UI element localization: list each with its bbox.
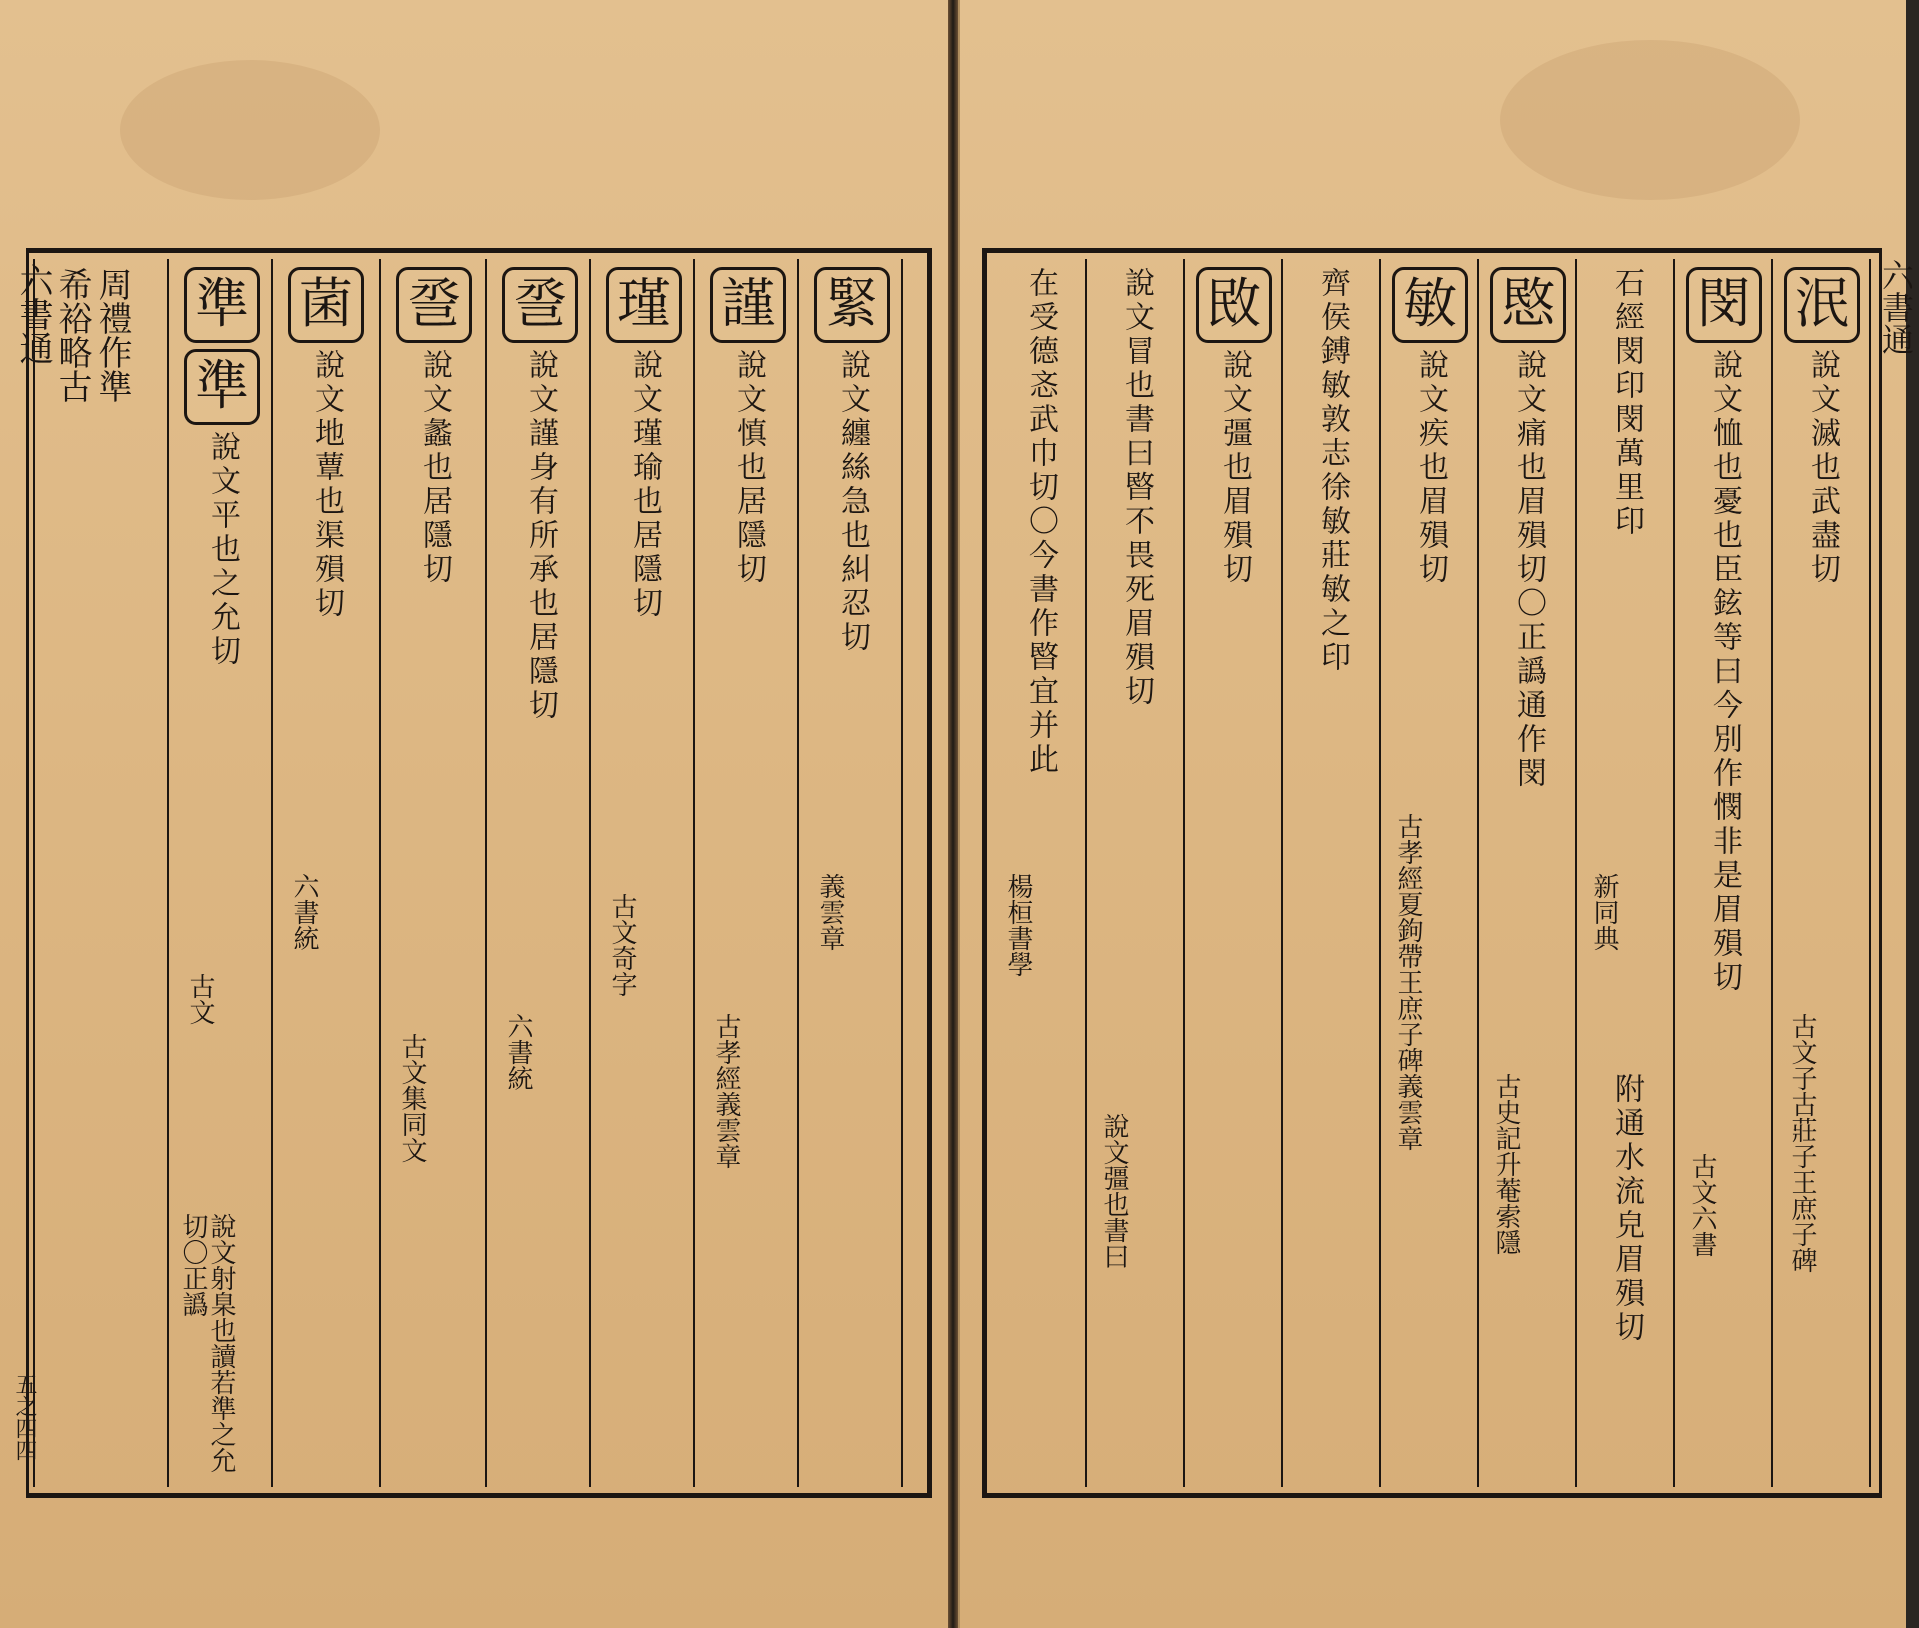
source-note: 六書統 [289, 873, 319, 951]
source-note: 古文奇字 [607, 893, 637, 997]
margin-title: 六書通 [13, 263, 53, 365]
source-note: 六書統 [503, 1013, 533, 1091]
entry-column [1381, 267, 1479, 587]
source-note: 古孝經義雲章 [711, 1013, 741, 1169]
entry-text: 說文地蕈也渠殞切 [309, 349, 344, 621]
entry-text: 說文謹身有所承也居隱切 [523, 349, 558, 723]
entry-text: 齊侯鎛敏敦志徐敏莊敏之印 [1315, 267, 1350, 675]
source-note: 古文子古莊子王庶子碑 [1787, 1013, 1817, 1273]
headword: 準 [184, 349, 260, 425]
source-note: 古文集同文 [397, 1033, 427, 1163]
entry-column [803, 267, 901, 655]
entry-text: 說文瑾瑜也居隱切 [627, 349, 662, 621]
column-rule [167, 259, 169, 1487]
margin-folio: 五之四四 [12, 1373, 37, 1461]
paper-stain [120, 60, 380, 200]
note-column: 希裕略古 [52, 267, 92, 403]
source-note: 新同典 [1589, 873, 1619, 951]
headword: 敃 [1196, 267, 1272, 343]
entry-column [1773, 267, 1871, 587]
entry-column [1577, 1073, 1675, 1345]
column-rule [589, 259, 591, 1487]
book-gutter [948, 0, 958, 1628]
column-rule [901, 259, 903, 1487]
entry-column [173, 267, 271, 669]
entry-text: 說文慎也居隱切 [731, 349, 766, 587]
entry-text: 在受德忞武巾切〇今書作暋宜并此 [1023, 267, 1058, 777]
source-note: 古文 [185, 973, 215, 1025]
entry-column [991, 267, 1089, 777]
entry-text: 說文疾也眉殞切 [1413, 349, 1448, 587]
entry-column [1185, 267, 1283, 587]
headword: 菌 [288, 267, 364, 343]
source-note: 古史記升菴索隱 [1491, 1073, 1521, 1255]
entry-text: 說文痛也眉殞切〇正譌通作閔 [1511, 349, 1546, 791]
source-note: 義雲章 [815, 873, 845, 951]
left-frame [12, 248, 932, 1498]
column-rule [797, 259, 799, 1487]
headword: 敏 [1392, 267, 1468, 343]
margin-rule [33, 259, 35, 1487]
source-note: 說文彊也書曰 [1099, 1113, 1129, 1269]
column-rule [271, 259, 273, 1487]
entry-column [1283, 267, 1381, 675]
entry-text: 說文恤也憂也臣鉉等曰今別作憫非是眉殞切 [1707, 349, 1742, 995]
entry-text: 說文彊也眉殞切 [1217, 349, 1252, 587]
entry-text: 說文纏絲急也糾忍切 [835, 349, 870, 655]
entry-text: 石經閔印閔萬里印 [1609, 267, 1644, 539]
headword: 巹 [502, 267, 578, 343]
entry-column [1577, 267, 1675, 539]
entry-column [1087, 267, 1185, 709]
headword: 巹 [396, 267, 472, 343]
column-rule [379, 259, 381, 1487]
paper-stain [1500, 40, 1800, 200]
column-rule [485, 259, 487, 1487]
right-page [958, 0, 1915, 1628]
entry-column [1479, 267, 1577, 791]
right-frame [982, 248, 1915, 1498]
entry-column [277, 267, 375, 621]
entry-text: 說文平也之允切 [205, 431, 240, 669]
headword: 謹 [710, 267, 786, 343]
entry-text: 說文射臬也讀若準之允切〇正譌 [178, 1213, 236, 1473]
source-note: 古孝經夏鉤帶王庶子碑義雲章 [1393, 813, 1423, 1151]
note-column: 周禮作準 [92, 267, 132, 403]
headword: 泯 [1784, 267, 1860, 343]
source-note: 楊桓書學 [1003, 873, 1033, 977]
margin-title: 六書通 [1877, 259, 1915, 355]
entry-column [385, 267, 483, 587]
headword: 準 [184, 267, 260, 343]
headword: 瑾 [606, 267, 682, 343]
entry-text: 說文滅也武盡切 [1805, 349, 1840, 587]
column-rule [693, 259, 695, 1487]
left-page [0, 0, 950, 1628]
source-note: 古文六書 [1687, 1153, 1717, 1257]
entry-column [1675, 267, 1773, 995]
headword: 閔 [1686, 267, 1762, 343]
entry-column [595, 267, 693, 621]
entry-text: 附通水流皃眉殞切 [1609, 1073, 1644, 1345]
entry-text: 說文蠡也居隱切 [417, 349, 452, 587]
entry-text: 說文冒也書曰暋不畏死眉殞切 [1119, 267, 1154, 709]
entry-column [491, 267, 589, 723]
entry-column [699, 267, 797, 587]
headword: 緊 [814, 267, 890, 343]
headword: 愍 [1490, 267, 1566, 343]
